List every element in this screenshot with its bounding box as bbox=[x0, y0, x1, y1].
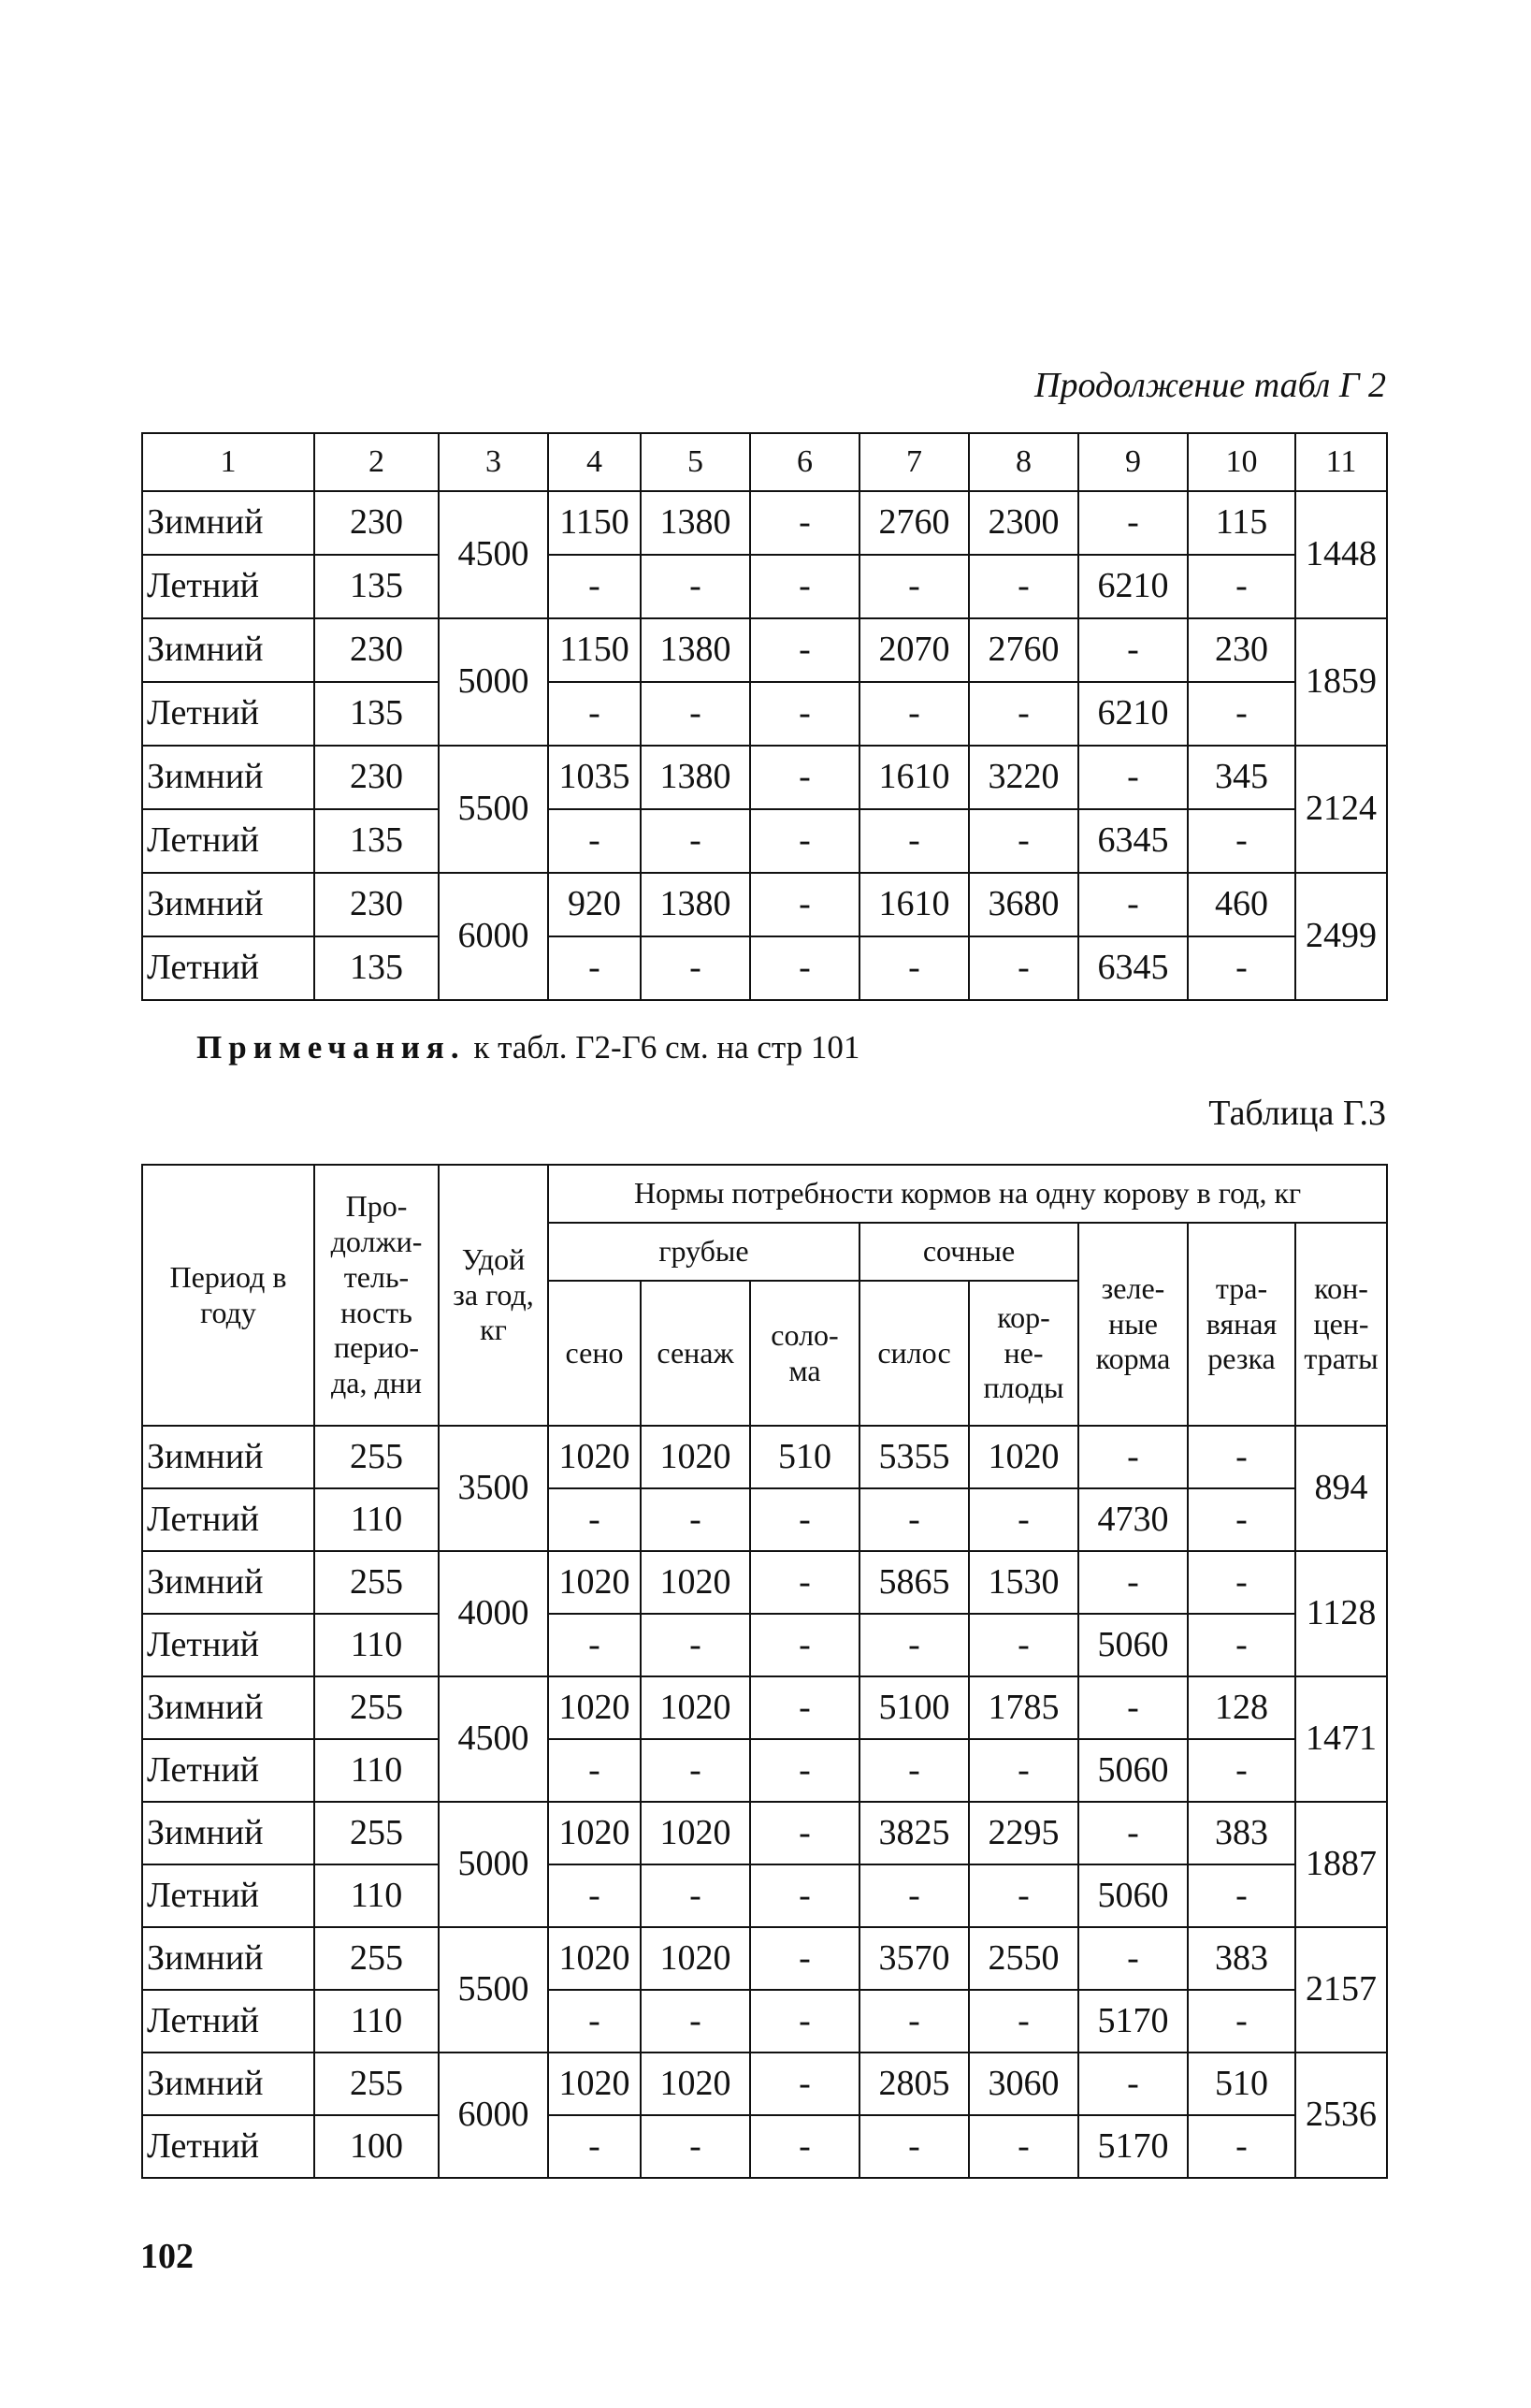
yield-cell: 5500 bbox=[439, 1927, 548, 2053]
value-cell: 1150 bbox=[548, 491, 641, 555]
value-cell: - bbox=[750, 873, 859, 936]
value-cell: 2295 bbox=[969, 1802, 1078, 1864]
value-cell: 1020 bbox=[548, 1802, 641, 1864]
period-cell: Летний bbox=[142, 1488, 314, 1551]
value-cell: - bbox=[969, 809, 1078, 873]
value-cell: - bbox=[641, 1864, 750, 1927]
header-straw-line: соло- bbox=[771, 1317, 839, 1352]
value-cell: - bbox=[641, 936, 750, 1000]
period-cell: Летний bbox=[142, 2115, 314, 2178]
value-cell: 5865 bbox=[859, 1551, 969, 1614]
value-cell: - bbox=[1188, 555, 1295, 618]
value-cell: 1020 bbox=[548, 1426, 641, 1488]
header-yield-line: кг bbox=[480, 1313, 507, 1347]
value-cell: - bbox=[750, 491, 859, 555]
value-cell: - bbox=[548, 1864, 641, 1927]
table-row bbox=[142, 1614, 1387, 1676]
value-cell: - bbox=[1078, 873, 1188, 936]
total-cell: 1128 bbox=[1295, 1551, 1387, 1676]
value-cell: - bbox=[548, 555, 641, 618]
value-cell: - bbox=[548, 809, 641, 873]
value-cell: 1020 bbox=[641, 1802, 750, 1864]
table-row bbox=[142, 555, 1387, 618]
value-cell: 3680 bbox=[969, 873, 1078, 936]
value-cell: 1020 bbox=[969, 1426, 1078, 1488]
yield-cell: 5000 bbox=[439, 1802, 548, 1927]
value-cell: - bbox=[859, 809, 969, 873]
value-cell: - bbox=[548, 682, 641, 746]
table-g3-title: Таблица Г.3 bbox=[1208, 1094, 1386, 1133]
value-cell: - bbox=[1078, 746, 1188, 809]
days-cell: 110 bbox=[314, 1614, 439, 1676]
value-cell: - bbox=[641, 809, 750, 873]
value-cell: 1380 bbox=[641, 873, 750, 936]
value-cell: - bbox=[969, 1739, 1078, 1802]
value-cell: - bbox=[1188, 1739, 1295, 1802]
period-cell: Зимний bbox=[142, 1551, 314, 1614]
value-cell: - bbox=[859, 1488, 969, 1551]
value-cell: - bbox=[1078, 1551, 1188, 1614]
value-cell: - bbox=[1188, 1551, 1295, 1614]
column-number: 10 bbox=[1188, 433, 1295, 491]
yield-cell: 5500 bbox=[439, 746, 548, 873]
table-g3 bbox=[141, 1164, 1388, 2179]
column-number: 1 bbox=[142, 433, 314, 491]
value-cell: 128 bbox=[1188, 1676, 1295, 1739]
yield-cell: 4000 bbox=[439, 1551, 548, 1676]
header-roots-line: не- bbox=[1004, 1335, 1044, 1370]
days-cell: 110 bbox=[314, 1739, 439, 1802]
header-grass-line: резка bbox=[1207, 1342, 1276, 1376]
value-cell: 1020 bbox=[548, 1676, 641, 1739]
value-cell: 6345 bbox=[1078, 809, 1188, 873]
column-number-row bbox=[142, 433, 1387, 491]
value-cell: - bbox=[969, 1990, 1078, 2053]
period-cell: Зимний bbox=[142, 1802, 314, 1864]
header-norms: Нормы потребности кормов на одну корову в год, кг bbox=[548, 1165, 1387, 1223]
header-green-line: корма bbox=[1095, 1342, 1171, 1376]
days-cell: 110 bbox=[314, 1864, 439, 1927]
header-grass bbox=[1188, 1223, 1295, 1426]
value-cell: - bbox=[750, 2115, 859, 2178]
header-straw bbox=[750, 1281, 859, 1426]
yield-cell: 5000 bbox=[439, 618, 548, 746]
header-green bbox=[1078, 1223, 1188, 1426]
yield-cell: 4500 bbox=[439, 1676, 548, 1802]
value-cell: - bbox=[750, 1927, 859, 1990]
header-roots-line: кор- bbox=[997, 1299, 1050, 1334]
value-cell: - bbox=[859, 555, 969, 618]
value-cell: - bbox=[859, 1990, 969, 2053]
value-cell: - bbox=[641, 1614, 750, 1676]
value-cell: - bbox=[1078, 1426, 1188, 1488]
value-cell: 1150 bbox=[548, 618, 641, 682]
value-cell: 3570 bbox=[859, 1927, 969, 1990]
header-roots bbox=[969, 1281, 1078, 1426]
days-cell: 255 bbox=[314, 1551, 439, 1614]
value-cell: - bbox=[548, 936, 641, 1000]
value-cell: - bbox=[1188, 1426, 1295, 1488]
value-cell: 1610 bbox=[859, 873, 969, 936]
value-cell: 383 bbox=[1188, 1802, 1295, 1864]
table-row bbox=[142, 1551, 1387, 1614]
header-concentrates bbox=[1295, 1223, 1387, 1426]
value-cell: 5060 bbox=[1078, 1864, 1188, 1927]
value-cell: - bbox=[1188, 936, 1295, 1000]
value-cell: 230 bbox=[1188, 618, 1295, 682]
table-row bbox=[142, 2115, 1387, 2178]
table-row bbox=[142, 1488, 1387, 1551]
table-row bbox=[142, 491, 1387, 555]
value-cell: - bbox=[859, 1864, 969, 1927]
header-hay: сено bbox=[548, 1281, 641, 1426]
period-cell: Зимний bbox=[142, 746, 314, 809]
value-cell: 460 bbox=[1188, 873, 1295, 936]
value-cell: - bbox=[641, 1739, 750, 1802]
table-row bbox=[142, 1426, 1387, 1488]
value-cell: 345 bbox=[1188, 746, 1295, 809]
value-cell: - bbox=[750, 2053, 859, 2115]
column-number: 2 bbox=[314, 433, 439, 491]
header-green-line: зеле- bbox=[1101, 1270, 1165, 1305]
days-cell: 100 bbox=[314, 2115, 439, 2178]
value-cell: - bbox=[548, 1739, 641, 1802]
header-haylage: сенаж bbox=[641, 1281, 750, 1426]
value-cell: - bbox=[1078, 491, 1188, 555]
table-row bbox=[142, 1739, 1387, 1802]
table-row bbox=[142, 618, 1387, 682]
period-cell: Зимний bbox=[142, 1426, 314, 1488]
value-cell: - bbox=[1188, 1990, 1295, 2053]
header-concentrates-line: траты bbox=[1304, 1342, 1379, 1376]
value-cell: 5355 bbox=[859, 1426, 969, 1488]
value-cell: - bbox=[1188, 2115, 1295, 2178]
period-cell: Зимний bbox=[142, 491, 314, 555]
value-cell: - bbox=[750, 1488, 859, 1551]
table-row bbox=[142, 746, 1387, 809]
column-number: 9 bbox=[1078, 433, 1188, 491]
header-succulent: сочные bbox=[859, 1223, 1078, 1281]
value-cell: 1020 bbox=[641, 2053, 750, 2115]
days-cell: 110 bbox=[314, 1488, 439, 1551]
table-g2-body bbox=[142, 433, 1387, 1000]
days-cell: 135 bbox=[314, 555, 439, 618]
table-note bbox=[196, 1029, 859, 1066]
value-cell: - bbox=[641, 682, 750, 746]
value-cell: 1020 bbox=[548, 1551, 641, 1614]
days-cell: 135 bbox=[314, 936, 439, 1000]
table-row bbox=[142, 873, 1387, 936]
value-cell: - bbox=[859, 682, 969, 746]
value-cell: - bbox=[750, 936, 859, 1000]
value-cell: - bbox=[1078, 1676, 1188, 1739]
days-cell: 230 bbox=[314, 618, 439, 682]
days-cell: 255 bbox=[314, 1927, 439, 1990]
header-roots-line: плоды bbox=[983, 1371, 1064, 1405]
table-row bbox=[142, 809, 1387, 873]
period-cell: Летний bbox=[142, 1739, 314, 1802]
total-cell: 1887 bbox=[1295, 1802, 1387, 1927]
page-number: 102 bbox=[140, 2237, 194, 2276]
value-cell: 1020 bbox=[548, 1927, 641, 1990]
period-cell: Летний bbox=[142, 1864, 314, 1927]
yield-cell: 4500 bbox=[439, 491, 548, 618]
value-cell: 3220 bbox=[969, 746, 1078, 809]
value-cell: 3060 bbox=[969, 2053, 1078, 2115]
value-cell: - bbox=[859, 1614, 969, 1676]
days-cell: 255 bbox=[314, 1676, 439, 1739]
value-cell: 1530 bbox=[969, 1551, 1078, 1614]
days-cell: 255 bbox=[314, 1802, 439, 1864]
table-g2 bbox=[141, 432, 1388, 1001]
period-cell: Зимний bbox=[142, 1676, 314, 1739]
value-cell: - bbox=[750, 746, 859, 809]
value-cell: 2300 bbox=[969, 491, 1078, 555]
value-cell: - bbox=[750, 555, 859, 618]
value-cell: 1020 bbox=[641, 1551, 750, 1614]
value-cell: 5170 bbox=[1078, 1990, 1188, 2053]
column-number: 4 bbox=[548, 433, 641, 491]
column-number: 7 bbox=[859, 433, 969, 491]
value-cell: - bbox=[750, 809, 859, 873]
value-cell: 2805 bbox=[859, 2053, 969, 2115]
value-cell: 2760 bbox=[969, 618, 1078, 682]
continuation-title: Продолжение табл Г 2 bbox=[1034, 366, 1386, 405]
header-duration-line: перио- bbox=[333, 1330, 420, 1365]
value-cell: - bbox=[641, 1488, 750, 1551]
header-duration-line: тель- bbox=[343, 1259, 410, 1294]
table-row bbox=[142, 936, 1387, 1000]
value-cell: 4730 bbox=[1078, 1488, 1188, 1551]
days-cell: 255 bbox=[314, 2053, 439, 2115]
table-g3-body bbox=[142, 1165, 1387, 2178]
total-cell: 1448 bbox=[1295, 491, 1387, 618]
table-row bbox=[142, 2053, 1387, 2115]
value-cell: 3825 bbox=[859, 1802, 969, 1864]
period-cell: Зимний bbox=[142, 1927, 314, 1990]
value-cell: 383 bbox=[1188, 1927, 1295, 1990]
period-cell: Летний bbox=[142, 555, 314, 618]
value-cell: - bbox=[750, 618, 859, 682]
value-cell: 510 bbox=[750, 1426, 859, 1488]
value-cell: - bbox=[969, 2115, 1078, 2178]
value-cell: - bbox=[969, 1488, 1078, 1551]
value-cell: - bbox=[969, 936, 1078, 1000]
value-cell: - bbox=[548, 1990, 641, 2053]
period-cell: Летний bbox=[142, 1990, 314, 2053]
days-cell: 135 bbox=[314, 809, 439, 873]
header-coarse: грубые bbox=[548, 1223, 859, 1281]
value-cell: - bbox=[750, 682, 859, 746]
header-duration-line: Про- bbox=[345, 1189, 408, 1224]
value-cell: 5100 bbox=[859, 1676, 969, 1739]
total-cell: 2499 bbox=[1295, 873, 1387, 1000]
days-cell: 230 bbox=[314, 746, 439, 809]
value-cell: 115 bbox=[1188, 491, 1295, 555]
table-row bbox=[142, 682, 1387, 746]
value-cell: - bbox=[859, 936, 969, 1000]
value-cell: - bbox=[750, 1990, 859, 2053]
header-green-line: ные bbox=[1108, 1306, 1158, 1341]
days-cell: 110 bbox=[314, 1990, 439, 2053]
value-cell: - bbox=[1078, 1802, 1188, 1864]
header-silage: силос bbox=[859, 1281, 969, 1426]
value-cell: 510 bbox=[1188, 2053, 1295, 2115]
header-yield-line: за год, bbox=[453, 1277, 534, 1312]
value-cell: 1380 bbox=[641, 491, 750, 555]
header-grass-line: вяная bbox=[1206, 1306, 1278, 1341]
days-cell: 230 bbox=[314, 491, 439, 555]
value-cell: 6210 bbox=[1078, 555, 1188, 618]
days-cell: 230 bbox=[314, 873, 439, 936]
header-yield bbox=[439, 1165, 548, 1426]
period-cell: Летний bbox=[142, 682, 314, 746]
value-cell: - bbox=[750, 1739, 859, 1802]
value-cell: 2550 bbox=[969, 1927, 1078, 1990]
header-row bbox=[142, 1165, 1387, 1223]
total-cell: 2157 bbox=[1295, 1927, 1387, 2053]
table-row bbox=[142, 1802, 1387, 1864]
value-cell: - bbox=[1188, 1614, 1295, 1676]
value-cell: 1020 bbox=[641, 1676, 750, 1739]
value-cell: - bbox=[750, 1802, 859, 1864]
value-cell: 6210 bbox=[1078, 682, 1188, 746]
total-cell: 2124 bbox=[1295, 746, 1387, 873]
period-cell: Зимний bbox=[142, 873, 314, 936]
total-cell: 1859 bbox=[1295, 618, 1387, 746]
value-cell: 920 bbox=[548, 873, 641, 936]
value-cell: - bbox=[969, 1864, 1078, 1927]
value-cell: - bbox=[969, 555, 1078, 618]
yield-cell: 6000 bbox=[439, 873, 548, 1000]
value-cell: 1610 bbox=[859, 746, 969, 809]
value-cell: - bbox=[859, 1739, 969, 1802]
period-cell: Зимний bbox=[142, 2053, 314, 2115]
value-cell: - bbox=[1188, 682, 1295, 746]
value-cell: 5170 bbox=[1078, 2115, 1188, 2178]
value-cell: - bbox=[1188, 1488, 1295, 1551]
value-cell: 1785 bbox=[969, 1676, 1078, 1739]
table-row bbox=[142, 1927, 1387, 1990]
value-cell: - bbox=[750, 1676, 859, 1739]
total-cell: 2536 bbox=[1295, 2053, 1387, 2178]
period-cell: Летний bbox=[142, 1614, 314, 1676]
header-duration-line: должи- bbox=[330, 1225, 423, 1258]
table-row bbox=[142, 1864, 1387, 1927]
value-cell: - bbox=[1188, 809, 1295, 873]
value-cell: - bbox=[641, 555, 750, 618]
value-cell: - bbox=[969, 682, 1078, 746]
table-row bbox=[142, 1990, 1387, 2053]
value-cell: 5060 bbox=[1078, 1739, 1188, 1802]
value-cell: - bbox=[859, 2115, 969, 2178]
column-number: 3 bbox=[439, 433, 548, 491]
value-cell: 2760 bbox=[859, 491, 969, 555]
period-cell: Зимний bbox=[142, 618, 314, 682]
note-lead: Примечания. bbox=[196, 1029, 466, 1066]
value-cell: 2070 bbox=[859, 618, 969, 682]
value-cell: - bbox=[641, 1990, 750, 2053]
value-cell: - bbox=[750, 1551, 859, 1614]
column-number: 11 bbox=[1295, 433, 1387, 491]
note-text: к табл. Г2-Г6 см. на стр 101 bbox=[465, 1029, 860, 1066]
value-cell: - bbox=[750, 1614, 859, 1676]
header-straw-line: ма bbox=[788, 1353, 821, 1387]
period-cell: Летний bbox=[142, 936, 314, 1000]
header-duration-line: ность bbox=[340, 1295, 412, 1329]
value-cell: 1035 bbox=[548, 746, 641, 809]
value-cell: - bbox=[1078, 618, 1188, 682]
value-cell: - bbox=[1078, 2053, 1188, 2115]
days-cell: 135 bbox=[314, 682, 439, 746]
header-duration bbox=[314, 1165, 439, 1426]
total-cell: 894 bbox=[1295, 1426, 1387, 1551]
value-cell: 1380 bbox=[641, 746, 750, 809]
value-cell: - bbox=[641, 2115, 750, 2178]
value-cell: 1020 bbox=[641, 1426, 750, 1488]
total-cell: 1471 bbox=[1295, 1676, 1387, 1802]
yield-cell: 6000 bbox=[439, 2053, 548, 2178]
column-number: 8 bbox=[969, 433, 1078, 491]
value-cell: 5060 bbox=[1078, 1614, 1188, 1676]
value-cell: 1020 bbox=[548, 2053, 641, 2115]
value-cell: - bbox=[1188, 1864, 1295, 1927]
value-cell: 6345 bbox=[1078, 936, 1188, 1000]
value-cell: - bbox=[969, 1614, 1078, 1676]
value-cell: 1380 bbox=[641, 618, 750, 682]
value-cell: 1020 bbox=[641, 1927, 750, 1990]
header-duration-line: да, дни bbox=[330, 1366, 422, 1400]
days-cell: 255 bbox=[314, 1426, 439, 1488]
period-cell: Летний bbox=[142, 809, 314, 873]
header-yield-line: Удой bbox=[461, 1241, 526, 1276]
column-number: 5 bbox=[641, 433, 750, 491]
header-grass-line: тра- bbox=[1215, 1270, 1268, 1305]
value-cell: - bbox=[1078, 1927, 1188, 1990]
column-number: 6 bbox=[750, 433, 859, 491]
header-period: Период в году bbox=[142, 1165, 314, 1426]
header-concentrates-line: кон- bbox=[1314, 1270, 1368, 1305]
header-concentrates-line: цен- bbox=[1313, 1306, 1369, 1341]
value-cell: - bbox=[548, 1614, 641, 1676]
value-cell: - bbox=[548, 2115, 641, 2178]
table-row bbox=[142, 1676, 1387, 1739]
value-cell: - bbox=[750, 1864, 859, 1927]
yield-cell: 3500 bbox=[439, 1426, 548, 1551]
value-cell: - bbox=[548, 1488, 641, 1551]
